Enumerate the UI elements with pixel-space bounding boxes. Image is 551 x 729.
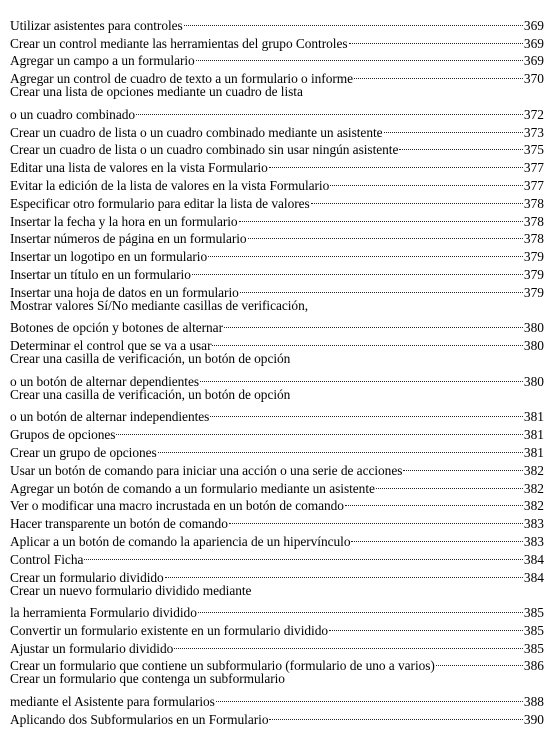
toc-entry-title: Agregar un control de cuadro de texto a un formulario o informe xyxy=(10,71,354,87)
toc-entry-title: o un botón de alternar independientes xyxy=(10,409,210,425)
toc-page-number: 369 xyxy=(523,35,544,51)
toc-page-number: 385 xyxy=(523,640,544,656)
toc-entry-line xyxy=(10,546,544,567)
toc-entry-title: Grupos de opciones xyxy=(10,427,116,443)
dot-leader xyxy=(115,421,523,439)
toc-entry-title: Editar una lista de valores en la vista Formulario xyxy=(10,160,268,176)
dot-leader xyxy=(247,226,524,244)
toc-page-number: 383 xyxy=(523,516,544,532)
dot-leader xyxy=(383,119,524,137)
toc-entry-title: Aplicando dos Subformularios en un Formulario xyxy=(10,711,269,727)
dot-leader xyxy=(375,475,524,493)
toc-page-number: 378 xyxy=(523,195,544,211)
dot-leader xyxy=(173,635,524,653)
toc-entry-title: Utilizar asistentes para controles xyxy=(10,17,183,33)
dot-leader xyxy=(223,315,524,333)
toc-page-number: 385 xyxy=(523,622,544,638)
toc-page-number: 378 xyxy=(523,231,544,247)
toc-entry-title: Agregar un campo a un formulario xyxy=(10,53,195,69)
dot-leader xyxy=(238,208,524,226)
toc-page-number: 373 xyxy=(523,124,544,140)
toc-entry-line xyxy=(10,564,544,585)
toc-entry-line xyxy=(10,582,544,600)
toc-page-number: 382 xyxy=(523,462,544,478)
toc-page-number: 369 xyxy=(523,53,544,69)
toc-entry-title: Control Ficha xyxy=(10,551,84,567)
dot-leader xyxy=(239,279,524,297)
toc-entry-title: Crear una casilla de verificación, un botón de opción xyxy=(10,351,291,367)
toc-entry-title: Crear una casilla de verificación, un botón de opción xyxy=(10,386,291,402)
toc-entry-line xyxy=(10,297,544,315)
toc-page-number: 379 xyxy=(523,249,544,265)
table-of-contents xyxy=(10,12,544,727)
toc-page-number: 380 xyxy=(523,373,544,389)
toc-page-number: 377 xyxy=(523,160,544,176)
toc-entry-line xyxy=(10,315,544,336)
dot-leader xyxy=(164,564,524,582)
dot-leader xyxy=(191,261,524,279)
toc-page-number: 372 xyxy=(523,106,544,122)
toc-entry-line xyxy=(10,83,544,101)
toc-entry-title: Ajustar un formulario dividido xyxy=(10,640,174,656)
toc-page-number: 377 xyxy=(523,177,544,193)
toc-page-number: 384 xyxy=(523,569,544,585)
toc-page-number: 380 xyxy=(523,320,544,336)
toc-entry-title: Evitar la edición de la lista de valores en la vista Formulario xyxy=(10,177,330,193)
toc-entry-title: Especificar otro formulario para editar la lista de valores xyxy=(10,195,310,211)
dot-leader xyxy=(268,154,524,172)
toc-entry-title: Insertar números de página en un formulario xyxy=(10,231,247,247)
toc-page-number: 390 xyxy=(523,711,544,727)
dot-leader xyxy=(348,30,524,48)
dot-leader xyxy=(310,190,524,208)
toc-entry-title: Insertar un logotipo en un formulario xyxy=(10,249,208,265)
toc-entry-title: Insertar la fecha y la hora en un formulario xyxy=(10,213,238,229)
dot-leader xyxy=(197,599,524,617)
dot-leader xyxy=(353,65,524,83)
toc-entry-title: Crear un cuadro de lista o un cuadro combinado sin usar ningún asistente xyxy=(10,142,399,158)
toc-entry-line xyxy=(10,599,544,621)
dot-leader xyxy=(183,12,524,30)
dot-leader xyxy=(344,493,524,511)
toc-entry-line xyxy=(10,101,544,122)
toc-page-number: 385 xyxy=(523,605,544,621)
toc-entry-title: Mostrar valores Sí/No mediante casillas de verificación, xyxy=(10,297,309,313)
toc-entry-title: Usar un botón de comando para iniciar una acción o una serie de acciones xyxy=(10,462,403,478)
dot-leader xyxy=(398,137,524,155)
toc-entry-title: Botones de opción y botones de alternar xyxy=(10,320,223,336)
toc-entry-title: Aplicar a un botón de comando la apariencia de un hipervínculo xyxy=(10,533,351,549)
dot-leader xyxy=(328,617,524,635)
dot-leader xyxy=(435,653,524,671)
toc-page-number: 384 xyxy=(523,551,544,567)
toc-entry-title: o un botón de alternar dependientes xyxy=(10,373,200,389)
toc-page-number: 379 xyxy=(523,266,544,282)
toc-page-number: 379 xyxy=(523,284,544,300)
toc-entry-title: o un cuadro combinado xyxy=(10,106,136,122)
toc-entry-line xyxy=(10,386,544,404)
toc-page-number: 382 xyxy=(523,498,544,514)
toc-page-number: 383 xyxy=(523,533,544,549)
dot-leader xyxy=(215,688,524,706)
dot-leader xyxy=(135,101,524,119)
toc-entry-title: Agregar un botón de comando a un formulario mediante un asistente xyxy=(10,480,375,496)
toc-page-number: 370 xyxy=(523,71,544,87)
toc-entry-title: Convertir un formulario existente en un formulario dividido xyxy=(10,622,328,638)
toc-entry-title: la herramienta Formulario dividido xyxy=(10,605,197,621)
toc-page-number: 369 xyxy=(523,17,544,33)
dot-leader xyxy=(402,457,524,475)
toc-entry-line xyxy=(10,404,544,425)
toc-entry-line xyxy=(10,670,544,688)
toc-page-number: 375 xyxy=(523,142,544,158)
toc-entry-line xyxy=(10,368,544,389)
toc-entry-line xyxy=(10,12,544,33)
dot-leader xyxy=(209,404,524,422)
toc-page-number: 381 xyxy=(523,427,544,443)
toc-page-number: 388 xyxy=(523,694,544,710)
toc-entry-title: Hacer transparente un botón de comando xyxy=(10,516,228,532)
toc-entry-title: Crear una lista de opciones mediante un cuadro de lista xyxy=(10,84,303,100)
toc-entry-title: Crear un nuevo formulario dividido mediante xyxy=(10,582,252,598)
toc-entry-title: Insertar un título en un formulario xyxy=(10,266,191,282)
toc-entry-title: mediante el Asistente para formularios xyxy=(10,694,215,710)
toc-entry-title: Ver o modificar una macro incrustada en un botón de comando xyxy=(10,498,344,514)
toc-page-number: 381 xyxy=(523,444,544,460)
dot-leader xyxy=(329,172,524,190)
toc-entry-title: Crear un control mediante las herramientas del grupo Controles xyxy=(10,35,348,51)
toc-entry-title: Crear un formulario dividido xyxy=(10,569,164,585)
dot-leader xyxy=(207,243,524,261)
toc-page-number: 380 xyxy=(523,338,544,354)
toc-entry-title: Crear un formulario que contiene un subformulario (formulario de uno a varios) xyxy=(10,658,435,674)
dot-leader xyxy=(83,546,524,564)
toc-entry-title: Crear un cuadro de lista o un cuadro combinado mediante un asistente xyxy=(10,124,383,140)
toc-page-number: 386 xyxy=(523,658,544,674)
toc-page-number: 381 xyxy=(523,409,544,425)
toc-page-number: 378 xyxy=(523,213,544,229)
dot-leader xyxy=(199,368,524,386)
toc-page-number: 382 xyxy=(523,480,544,496)
dot-leader xyxy=(157,439,524,457)
toc-entry-title: Crear un formulario que contenga un subformulario xyxy=(10,671,285,687)
dot-leader xyxy=(350,528,523,546)
toc-entry-title: Crear un grupo de opciones xyxy=(10,444,157,460)
toc-entry-title: Determinar el control que se va a usar xyxy=(10,338,212,354)
dot-leader xyxy=(195,48,524,66)
toc-entry-title: Insertar una hoja de datos en un formulario xyxy=(10,284,239,300)
toc-entry-line xyxy=(10,688,544,710)
dot-leader xyxy=(228,510,524,528)
toc-entry-line xyxy=(10,350,544,368)
dot-leader xyxy=(211,332,523,350)
